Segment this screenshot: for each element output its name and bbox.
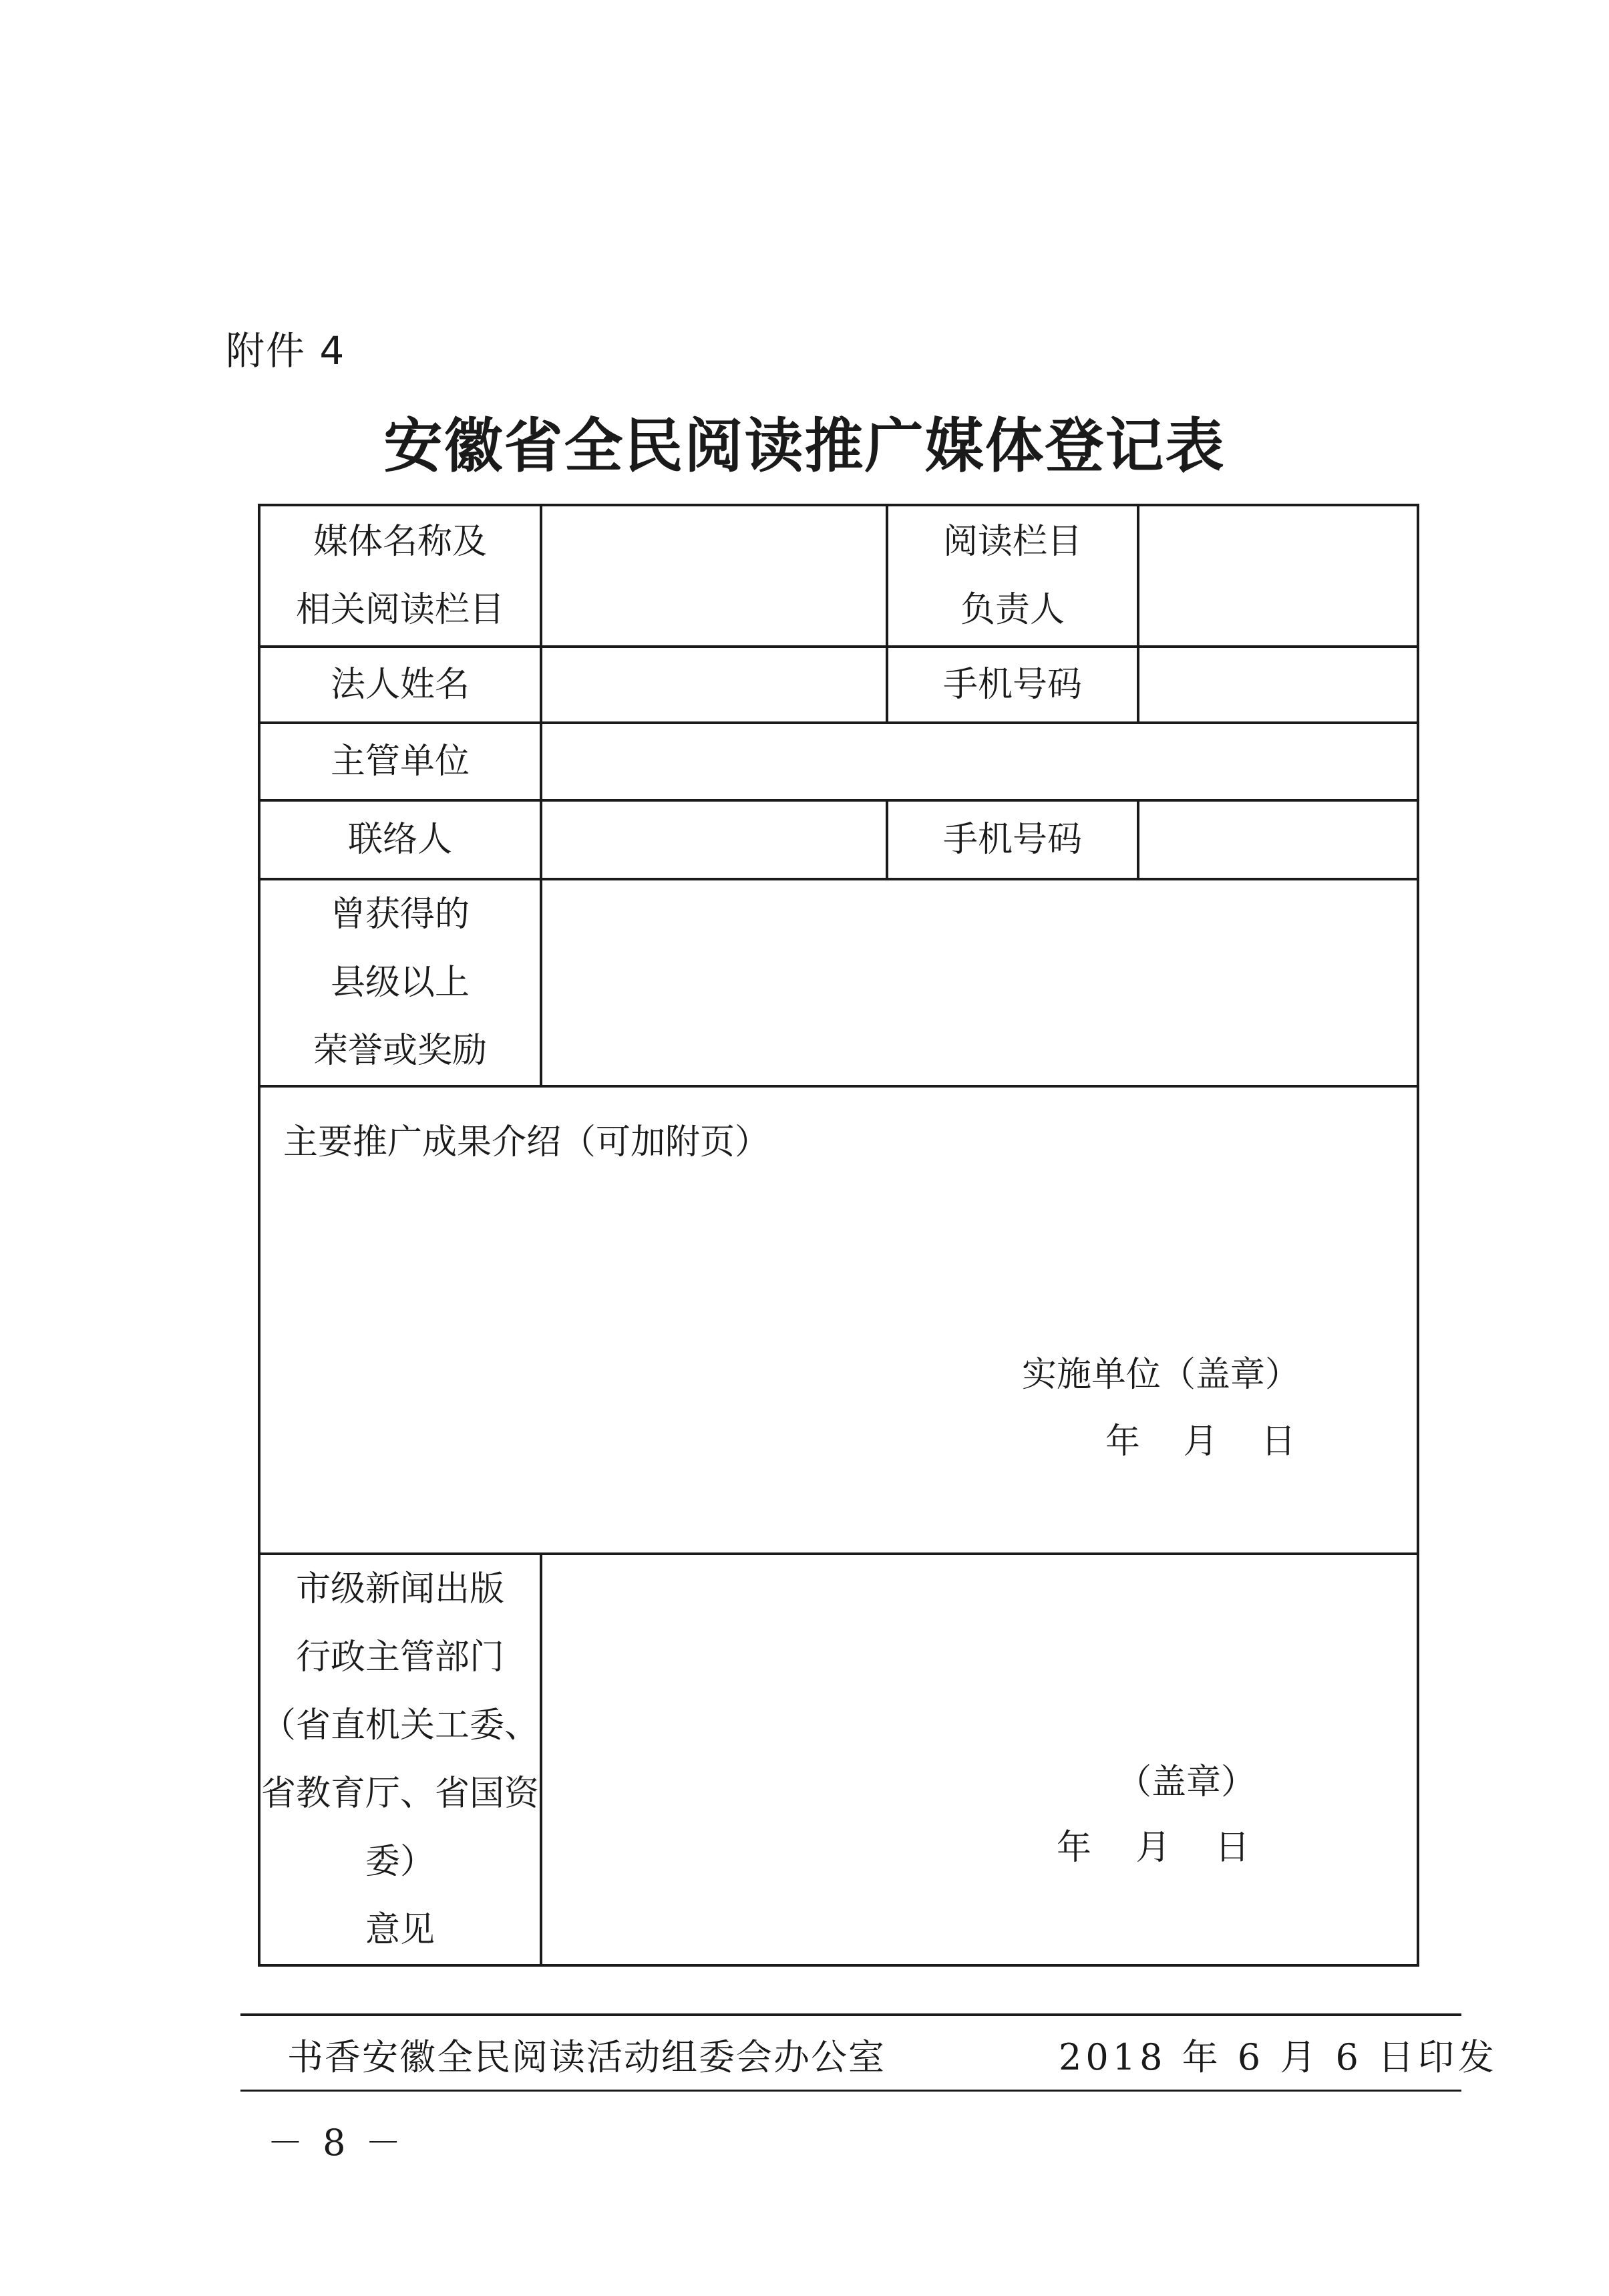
- honors-label: 曾获得的 县级以上 荣誉或奖励: [259, 879, 541, 1086]
- column-lead-field[interactable]: [1138, 505, 1418, 647]
- page-title: 安徽省全民阅读推广媒体登记表: [383, 411, 1226, 480]
- honors-field[interactable]: [541, 879, 1418, 1086]
- contact-label: 联络人: [259, 800, 541, 879]
- registration-form: [258, 504, 1419, 1967]
- intro-label: 主要推广成果介绍（可加附页）: [283, 1122, 770, 1162]
- footer-top-rule: [240, 2013, 1461, 2016]
- opinion-label: 市级新闻出版 行政主管部门 （省直机关工委、 省教育厅、省国资委） 意见: [259, 1554, 541, 1965]
- issue-date: 2018 年 6 月 6 日印发: [1059, 2036, 1498, 2078]
- opinion-date: 年 月 日: [1057, 1828, 1250, 1868]
- attachment-label: 附件 4: [226, 328, 346, 373]
- media-name-field[interactable]: [541, 505, 887, 647]
- media-name-label: 媒体名称及 相关阅读栏目: [259, 505, 541, 647]
- contact-phone-field[interactable]: [1138, 800, 1418, 879]
- opinion-stamp: （盖章）: [1117, 1762, 1256, 1802]
- legal-person-label: 法人姓名: [259, 647, 541, 723]
- contact-phone-label: 手机号码: [887, 800, 1138, 879]
- achievements-intro-field[interactable]: [259, 1086, 1418, 1554]
- opinion-field[interactable]: [541, 1554, 1418, 1965]
- supervisor-field[interactable]: [541, 723, 1418, 800]
- column-lead-label: 阅读栏目 负责人: [887, 505, 1138, 647]
- implementer-stamp: 实施单位（盖章）: [1022, 1355, 1300, 1395]
- legal-phone-label: 手机号码: [887, 647, 1138, 723]
- legal-phone-field[interactable]: [1138, 647, 1418, 723]
- legal-person-field[interactable]: [541, 647, 887, 723]
- issuer: 书香安徽全民阅读活动组委会办公室: [287, 2036, 886, 2078]
- implementer-date: 年 月 日: [1105, 1422, 1296, 1462]
- supervisor-label: 主管单位: [259, 723, 541, 800]
- footer-bottom-rule: [240, 2090, 1461, 2092]
- page-number: － 8 －: [267, 2122, 405, 2164]
- contact-field[interactable]: [541, 800, 887, 879]
